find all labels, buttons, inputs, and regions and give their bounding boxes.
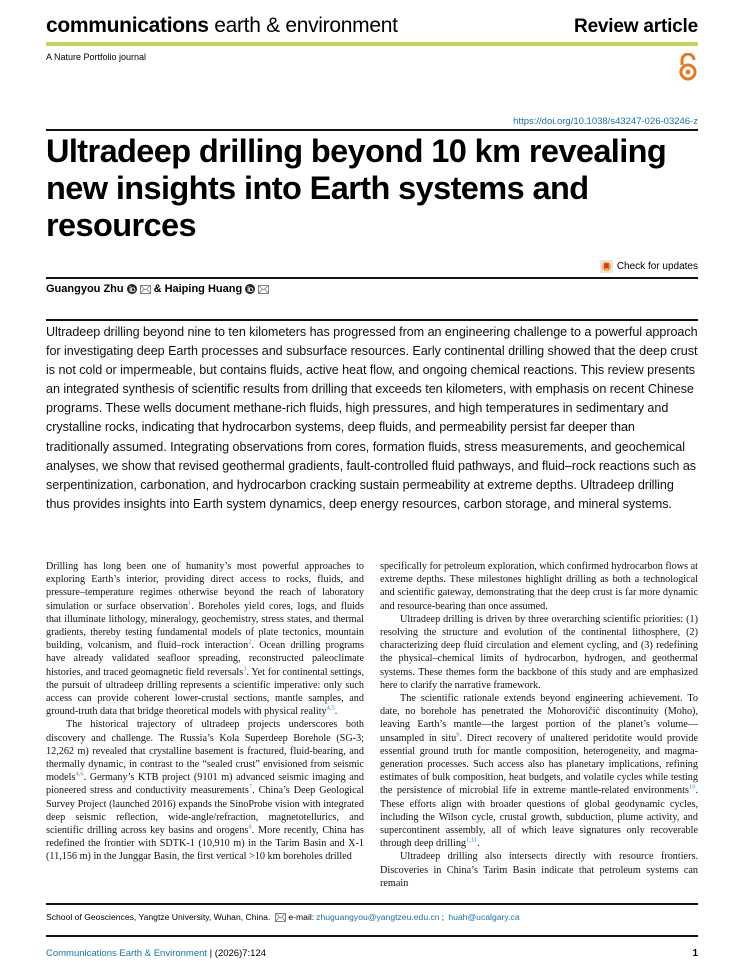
- email-icon: [275, 913, 286, 922]
- affiliation-top-rule: [46, 903, 698, 905]
- email-label: e-mail:: [288, 912, 315, 922]
- email-link-zhu[interactable]: zhuguangyou@yangtzeu.edu.cn: [316, 912, 440, 922]
- open-access-lock-icon: [678, 53, 698, 81]
- citation-reference-link[interactable]: 7: [248, 784, 253, 792]
- body-paragraph: Drilling has long been one of humanity’s most powerful approaches to exploring Earth’s interior, providing direct access to rocks, fluids, and pressure–temperature regimes otherwise beyond the reach of laboratory simulation or surface observation$^1$. Boreholes yield cores, logs, and fluids that illuminate lithology, mineralogy, geochemistry, stress states, and thermal gradients, thereby testing fundamental models of plate tectonics, mountain building, volcanism, and fluid–rock interaction$^2$. Ocean drilling programs have already validated seafloor spreading, reconstructed paleoclimate histories, and traced geomagnetic field reversals$^3$. Yet for continental settings, the pursuit of ultradeep drilling represents a scientific imperative: only such access can provide coherent lower-crustal sections, mantle samples, and ground-truth data that bridge theoretical models with physical reality$^{4,5}$.: [46, 561, 364, 718]
- abstract-top-rule: [46, 319, 698, 321]
- check-for-updates-icon: [600, 260, 613, 273]
- body-paragraph: The historical trajectory of ultradeep projects underscores both discovery and challenge. The Russia’s Kola Superdeep Borehole (SG-3; 12,262 m) revealed that crystalline basement is fractured, fluid-bearing, and thermally dynamic, in contrast to the “sealed crust” envisioned from seismic models$^{4,6}$. Germany’s KTB project (9101 m) advanced seismic imaging and pioneered stress and conductivity measurements$^7$. China’s Deep Geological Survey Project (launched 2016) expands the SinoProbe vision with integrated deep seismic reflection, wide-angle/refraction, magnetotellurics, and scientific drilling across key basins and orogens$^8$. More recently, China has redefined the frontier with SDTK-1 (10,910 m) in the Tarim Basin and X-1 (11,156 m) in the Junggar Basin, the first vertical >10 km boreholes drilled: [46, 719, 365, 863]
- article-type-label: Review article: [574, 16, 698, 37]
- citation-reference-link[interactable]: 8: [248, 823, 252, 831]
- footer-volume-article: (2026)7:124: [214, 948, 267, 959]
- header-accent-rule: [46, 42, 698, 46]
- check-for-updates-button[interactable]: [600, 260, 698, 273]
- body-paragraph: Ultradeep drilling is driven by three overarching scientific priorities: (1) resolving the structure and evolution of the continental lithosphere, (2) characterizing deep fluid circulation and element cycling, and (3) redefining the physical–chemical limits of hydrocarbon, hydrogen, and geothermal systems. These themes form the backbone of this study and are emphasized here to clarify the narrative framework.: [380, 613, 698, 691]
- orcid-icon[interactable]: [245, 284, 255, 294]
- check-for-updates-label: Check for updates: [616, 261, 698, 272]
- email-icon[interactable]: [258, 285, 269, 294]
- body-paragraph: Ultradeep drilling also intersects directly with resource frontiers. Discoveries in China’s Tarim Basin indicate that petroleum systems can remain: [380, 851, 698, 889]
- footer-journal-link[interactable]: Communications Earth & Environment: [46, 948, 208, 959]
- body-column-right: [380, 560, 698, 890]
- body-paragraph: specifically for petroleum exploration, which confirmed hydrocarbon flows at extreme depths. These milestones highlight drilling as both a technological and scientific gateway, demonstrating that the deep crust is far more dynamic and resource-bearing than once assumed.: [380, 561, 698, 612]
- journal-name-bold: communications: [46, 14, 209, 37]
- page-number: 1: [692, 948, 698, 959]
- citation-reference-link[interactable]: 9: [456, 731, 460, 739]
- author-name[interactable]: Haiping Huang: [164, 283, 243, 295]
- footer-top-rule: [46, 935, 698, 937]
- article-title: Ultradeep drilling beyond 10 km revealing new insights into Earth systems and resources: [46, 133, 667, 243]
- email-icon[interactable]: [140, 285, 151, 294]
- citation-reference-link[interactable]: 10: [688, 784, 696, 792]
- abstract: Ultradeep drilling beyond nine to ten kilometers has progressed from an engineering challenge to a powerful approach for investigating deep Earth processes and subsurface resources. Early continental drilling showed that the deep crust is not cold or impermeable, but contains fluids, active heat flow, and ongoing chemical reactions. This review presents an integrated synthesis of scientific results from drilling that exceeds ten kilometers, with emphasis on recent Chinese programs. These wells document methane-rich fluids, high pressures, and high temperatures in sedimentary and crystalline rocks, indicating that hydrocarbon systems, deep fluids, and permeability persist far deeper than traditionally assumed. Integrating observations from cores, formation fluids, stress measurements, and geochemical analyses, we show that revised geothermal gradients, fault-controlled fluid pathways, and fluid–rock reactions such as serpentinization, carbonation, and hydrocarbon cracking sustain permeability at extreme depths. Ultradeep drilling thus provides insights into Earth system dynamics, deep energy resources, carbon storage, and mineral systems.: [46, 325, 698, 511]
- email-link-huang[interactable]: huah@ucalgary.ca: [448, 912, 520, 922]
- title-top-rule: [46, 129, 698, 131]
- authors-top-rule: [46, 277, 698, 279]
- doi-link[interactable]: https://doi.org/10.1038/s43247-026-03246-z: [513, 116, 698, 127]
- email-separator: ;: [441, 912, 447, 922]
- citation-reference-link[interactable]: 1,11: [466, 836, 478, 844]
- footer-citation: [46, 948, 266, 959]
- author-list: [46, 283, 269, 295]
- affiliation-text: School of Geosciences, Yangtze University, Wuhan, China.: [46, 912, 271, 922]
- affiliation: [46, 912, 520, 922]
- body-text: [46, 560, 698, 890]
- citation-reference-link[interactable]: 1: [187, 599, 192, 607]
- orcid-icon[interactable]: [127, 284, 137, 294]
- portfolio-label: A Nature Portfolio journal: [46, 52, 147, 62]
- citation-reference-link[interactable]: 4,5: [326, 704, 335, 712]
- citation-reference-link[interactable]: 2: [248, 638, 252, 646]
- citation-reference-link[interactable]: 4,6: [75, 770, 84, 778]
- citation-reference-link[interactable]: 3: [243, 665, 247, 673]
- author-separator: &: [153, 283, 162, 295]
- footer-separator: |: [207, 948, 215, 959]
- body-paragraph: The scientific rationale extends beyond engineering achievement. To date, no borehole has penetrated the Mohorovičić discontinuity (Moho), leaving Earth’s mantle—the largest portion of the planet’s volume—unsampled in situ$^9$. Direct recovery of unaltered peridotite would provide essential ground truth for mantle composition, heterogeneity, and magma-generation processes. Such access also has planetary implications, refining estimates of bulk composition, heat budgets, and volatile cycles while testing the persistence of microbial life in extreme mantle-related environments$^{10}$. These efforts align with broader questions of global geodynamic cycles, including the Wilson cycle, crustal growth, subduction, plume activity, and supercontinent assembly, all of which leave signatures only recoverable through deep drilling$^{1,11}$.: [380, 693, 698, 850]
- journal-name-rest: earth & environment: [208, 14, 398, 37]
- journal-name[interactable]: [46, 14, 398, 38]
- masthead: [46, 14, 698, 42]
- author-name[interactable]: Guangyou Zhu: [46, 283, 124, 295]
- body-column-left: [46, 560, 364, 890]
